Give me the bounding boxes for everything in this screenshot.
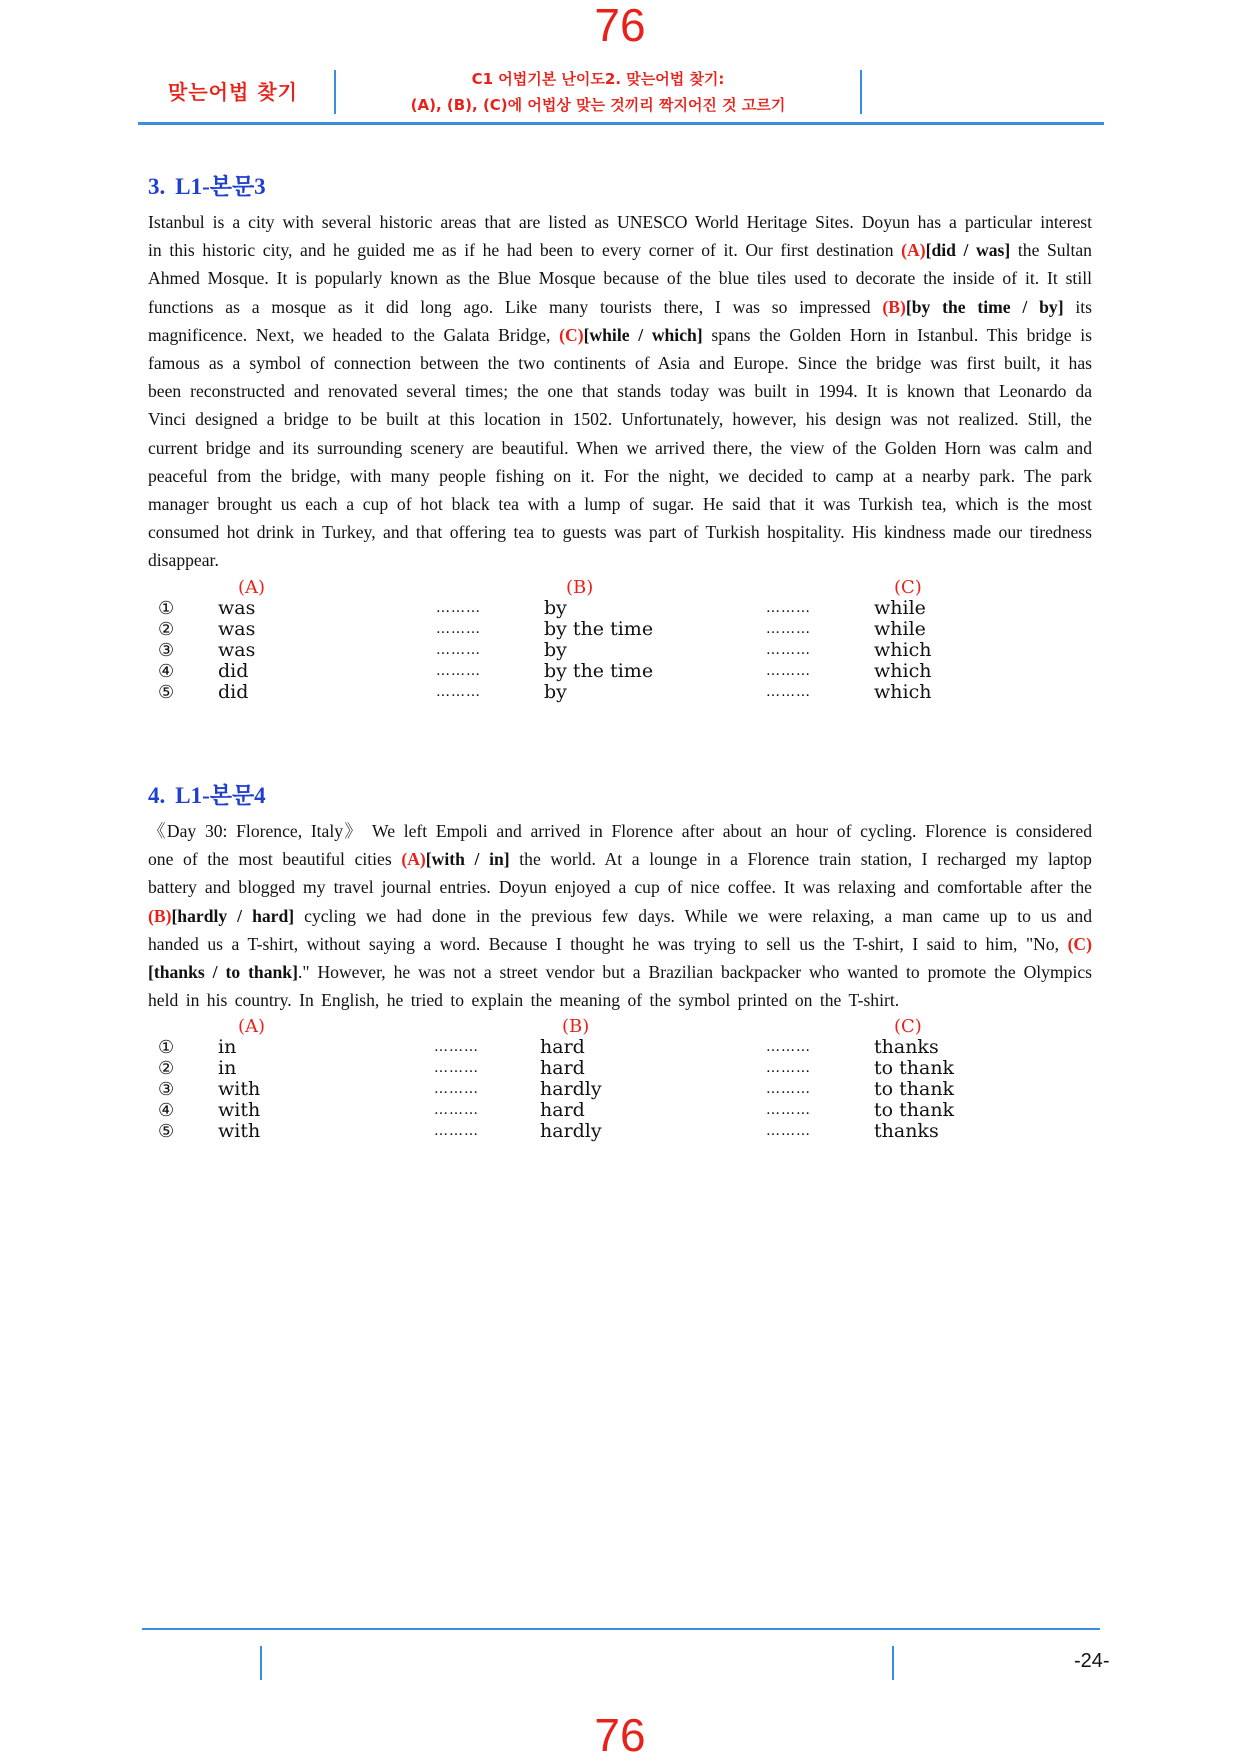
choice-b: by (544, 638, 567, 661)
answer-choices (148, 1016, 1092, 1142)
choice-c: which (874, 638, 932, 661)
header-subtitle-line2: (A), (B), (C)에 어법상 맞는 것끼리 짝지어진 것 고르기 (410, 96, 786, 114)
choice-b: by the time (544, 659, 654, 682)
leader-dots: ……… (434, 1102, 479, 1119)
choice-c: while (874, 596, 926, 619)
choice-row[interactable] (148, 682, 1092, 703)
choice-row[interactable] (148, 640, 1092, 661)
choice-column-headers (148, 1016, 1092, 1037)
footer-rule (142, 1628, 1100, 1630)
choice-c: thanks (874, 1120, 939, 1143)
header-divider-right (860, 70, 862, 114)
column-header-b: (B) (562, 1016, 590, 1038)
leader-dots: ……… (766, 1102, 811, 1119)
choice-number: ④ (158, 1100, 175, 1122)
header-category-title: 맞는어법 찾기 (168, 80, 298, 104)
leader-dots: ……… (766, 599, 811, 616)
choice-b: hardly (540, 1078, 602, 1101)
choice-number: ③ (158, 1079, 175, 1101)
leader-dots: ……… (766, 683, 811, 700)
blank-marker-c: (C) (559, 324, 584, 345)
column-header-c: (C) (894, 576, 922, 598)
leader-dots: ……… (434, 1039, 479, 1056)
choice-a: with (218, 1078, 261, 1101)
page-header (138, 60, 1104, 126)
choice-c: while (874, 617, 926, 640)
choice-b: hard (540, 1099, 585, 1122)
leader-dots: ……… (766, 1081, 811, 1098)
blank-options-b: [by the time / by] (905, 296, 1064, 317)
leader-dots: ……… (436, 641, 481, 658)
choice-a: did (218, 659, 249, 682)
leader-dots: ……… (766, 1060, 811, 1077)
choice-row[interactable] (148, 619, 1092, 640)
choice-number: ② (158, 618, 175, 640)
leader-dots: ……… (434, 1123, 479, 1140)
choice-row[interactable] (148, 661, 1092, 682)
choice-a: was (218, 638, 256, 661)
choice-row[interactable] (148, 1037, 1092, 1058)
choice-number: ④ (158, 660, 175, 682)
blank-options-a: [with / in] (425, 849, 510, 870)
leader-dots: ……… (434, 1081, 479, 1098)
section-title (148, 172, 1092, 208)
choice-number: ① (158, 1037, 175, 1059)
header-rule (138, 122, 1104, 125)
leader-dots: ……… (766, 1039, 811, 1056)
header-subtitle-line1: C1 어법기본 난이도2. 맞는어법 찾기: (471, 70, 725, 88)
choice-row[interactable] (148, 1079, 1092, 1100)
choice-number: ⑤ (158, 681, 175, 703)
choice-b: by (544, 680, 567, 703)
choice-number: ⑤ (158, 1121, 175, 1143)
leader-dots: ……… (766, 662, 811, 679)
question-section-4 (148, 781, 1092, 1142)
choice-row[interactable] (148, 1121, 1092, 1142)
blank-marker-b: (B) (882, 296, 906, 317)
section-number: 4. (148, 783, 166, 808)
page-number-bottom: 76 (594, 1709, 646, 1761)
passage-text: Istanbul is a city with several historic areas that are listed as UNESCO World Heritage Sites. Doyun has a particular interest in this historic city, and he guided me as if he had been to every corner of it. Our first destination (A)[did / was] the Sultan Ahmed Mosque. It is popularly known as the Blue Mosque because of the blue tiles used to decorate the inside of it. It still functions as a mosque as it did long ago. Like many tourists there, I was so impressed (B)[by the time / by] its magnificence. Next, we headed to the Galata Bridge, (C)[while / which] spans the Golden Horn in Istanbul. This bridge is famous as a symbol of connection between the two continents of Asia and Europe. Since the bridge was first built, it has been reconstructed and renovated several times; the one that stands today was built in 1994. It is known that Leonardo da Vinci designed a bridge to be built at this location in 1502. Unfortunately, however, his design was not realized. Still, the current bridge and its surrounding scenery are beautiful. When we arrived there, the view of the Golden Horn was calm and peaceful from the bridge, with many people fishing on it. For the night, we decided to camp at a nearby park. The park manager brought us each a cup of hot black tea with a lump of sugar. He said that it was Turkish tea, which is the most consumed hot drink in Turkey, and that offering tea to guests was part of Turkish hospitality. His kindness made our tiredness disappear. (148, 212, 1092, 571)
question-section-3 (148, 172, 1092, 703)
choice-number: ③ (158, 639, 175, 661)
column-header-a: (A) (238, 1016, 266, 1038)
choice-a: in (218, 1036, 237, 1059)
header-divider-left (334, 70, 336, 114)
leader-dots: ……… (766, 1123, 811, 1140)
blank-options-a: [did / was] (925, 240, 1011, 261)
leader-dots: ……… (434, 1060, 479, 1077)
blank-options-c: [thanks / to thank] (148, 962, 298, 983)
answer-choices (148, 577, 1092, 703)
choice-c: to thank (874, 1099, 955, 1122)
leader-dots: ……… (436, 683, 481, 700)
leader-dots: ……… (436, 620, 481, 637)
choice-b: hard (540, 1057, 585, 1080)
leader-dots: ……… (436, 662, 481, 679)
choice-b: hardly (540, 1120, 602, 1143)
column-header-c: (C) (894, 1016, 922, 1038)
column-header-a: (A) (238, 576, 266, 598)
choice-b: hard (540, 1036, 585, 1059)
leader-dots: ……… (436, 599, 481, 616)
blank-marker-b: (B) (148, 905, 172, 926)
choice-c: which (874, 659, 932, 682)
section-title-text: L1-본문4 (175, 783, 266, 808)
blank-marker-a: (A) (901, 240, 926, 261)
choice-row[interactable] (148, 1100, 1092, 1121)
choice-a: was (218, 617, 256, 640)
choice-a: with (218, 1099, 261, 1122)
page-number-top: 76 (594, 0, 646, 51)
passage-text: 《Day 30: Florence, Italy》 We left Empoli and arrived in Florence after about an hour of cycling. Florence is considered one of the most beautiful cities (A)[with / in] the world. At a lounge in a Florence train station, I recharged my laptop battery and blogged my travel journal entries. Doyun enjoyed a cup of nice coffee. It was relaxing and comfortable after the (B)[hardly / hard] cycling we had done in the previous few days. While we were relaxing, a man came up to us and handed us a T-shirt, without saying a word. Because I thought he was trying to sell us the T-shirt, I said to him, "No, (C)[thanks / to thank]." However, he was not a street vendor but a Brazilian backpacker who wanted to promote the Olympics held in his country. In English, he tried to explain the meaning of the symbol printed on the T-shirt. (148, 821, 1092, 1011)
footer-divider-left (260, 1646, 262, 1680)
choice-c: thanks (874, 1036, 939, 1059)
blank-marker-c: (C) (1067, 933, 1092, 954)
column-header-b: (B) (566, 576, 594, 598)
choice-a: was (218, 596, 256, 619)
choice-c: to thank (874, 1078, 955, 1101)
choice-number: ② (158, 1058, 175, 1080)
choice-b: by the time (544, 617, 654, 640)
blank-options-c: [while / which] (583, 324, 703, 345)
section-number: 3. (148, 174, 166, 199)
choice-column-headers (148, 577, 1092, 598)
leader-dots: ……… (766, 641, 811, 658)
section-title-text: L1-본문3 (175, 174, 266, 199)
choice-a: in (218, 1057, 237, 1080)
choice-row[interactable] (148, 1058, 1092, 1079)
blank-marker-a: (A) (401, 849, 426, 870)
section-title (148, 781, 1092, 817)
choice-b: by (544, 596, 567, 619)
choice-c: to thank (874, 1057, 955, 1080)
choice-a: did (218, 680, 249, 703)
choice-row[interactable] (148, 598, 1092, 619)
choice-c: which (874, 680, 932, 703)
choice-a: with (218, 1120, 261, 1143)
choice-number: ① (158, 597, 175, 619)
footer-divider-right (892, 1646, 894, 1680)
footer-page-label: -24- (1074, 1650, 1110, 1672)
blank-options-b: [hardly / hard] (171, 905, 295, 926)
leader-dots: ……… (766, 620, 811, 637)
